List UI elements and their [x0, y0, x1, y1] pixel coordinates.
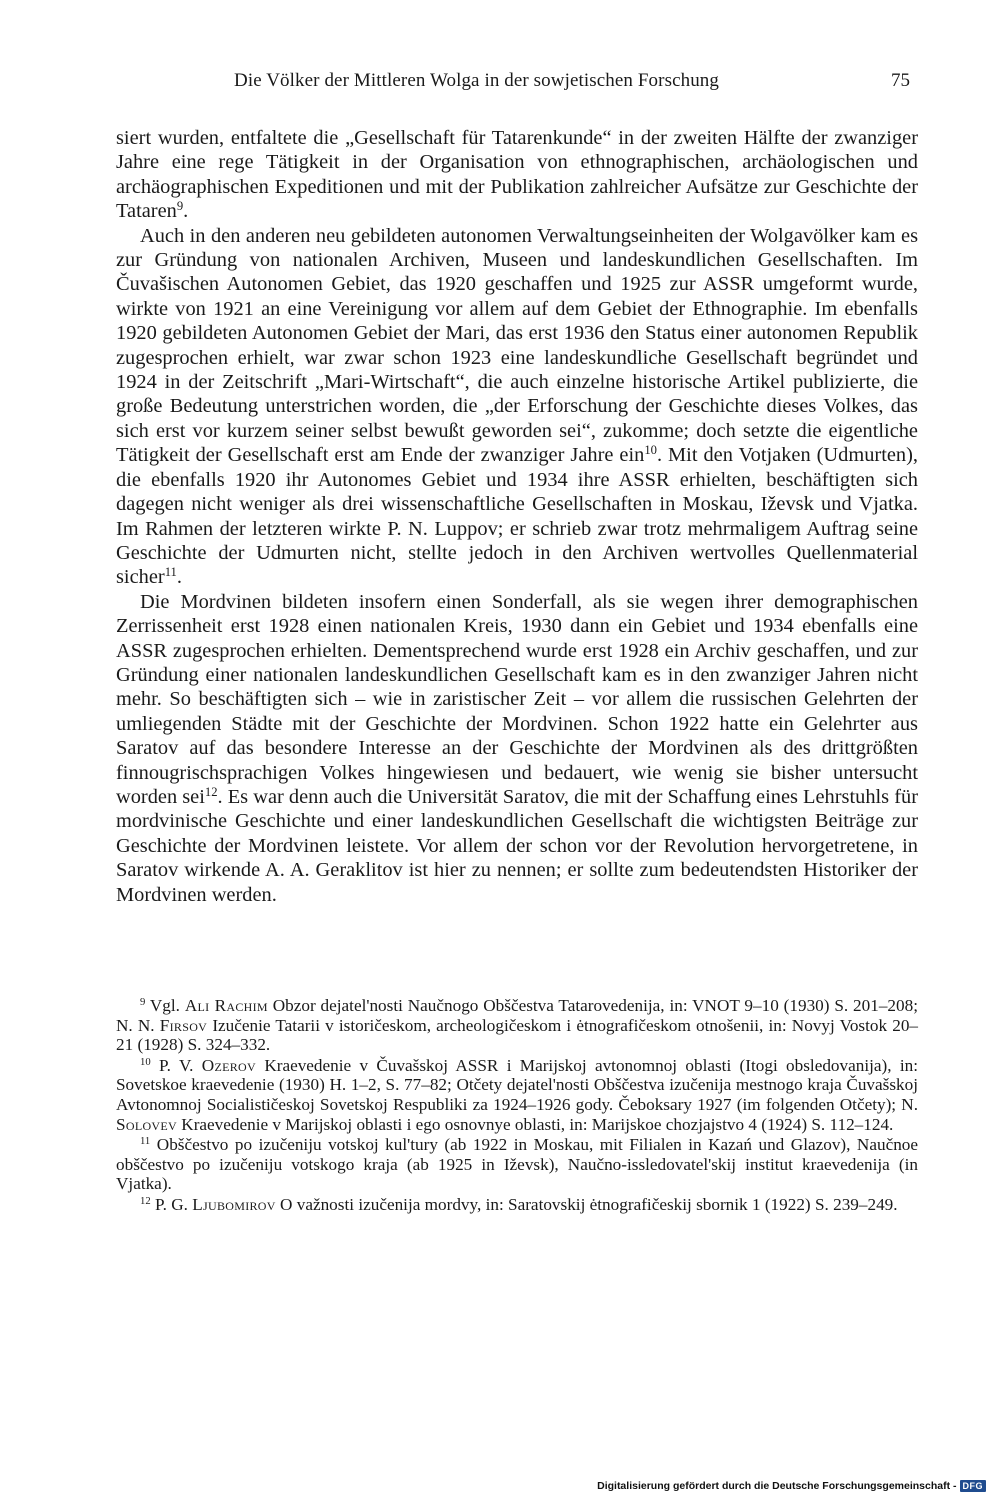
footnote-text: O važnosti izučenija mordvy, in: Saratovskij ėtnografičeskij sbornik 1 (1922) S. 239–249. — [280, 1194, 898, 1214]
paragraph-1 — [116, 126, 918, 224]
page-header — [116, 70, 916, 102]
footnote-number: 10 — [140, 1056, 151, 1068]
author-name: Solovev — [116, 1114, 177, 1134]
footnote-number: 9 — [140, 997, 146, 1009]
author-name: Ali Rachim — [184, 996, 268, 1015]
footnote-9 — [116, 996, 918, 1055]
paragraph-text: Die Mordvinen bildeten insofern einen Sonderfall, als sie wegen ihrer demographischen Zerrissenheit erst 1928 einen nationalen Kreis, 1930 dann ein Gebiet und 1934 ebenfalls eine ASSR zugesprochen erhielten. Dementsprechend wurde erst 1928 ein Archiv geschaffen, und zur Gründung einer nationalen landeskundlichen Gesellschaft kam es in den zwanziger Jahren nicht mehr. So beschäftigten sich – wie in zaristischer Zeit – vor allem die russischen Gelehrten der umliegenden Städte mit der Geschichte der Mordvinen. Schon 1922 hatte ein Gelehrter aus Saratov auf das besondere Interesse an der Geschichte der Mordvinen als des drittgrößten finnougrischsprachigen Volkes hingewiesen und bedauert, wie wenig sie bisher untersucht worden sei — [116, 590, 918, 808]
paragraph-text: . — [176, 566, 182, 589]
footnote-number: 12 — [140, 1196, 151, 1208]
footnote-number: 11 — [140, 1136, 151, 1148]
paragraph-text: Auch in den anderen neu gebildeten autonomen Verwaltungseinheiten der Wolgavölker kam es zur Gründung von nationalen Archiven, Museen und landeskundlichen Gesellschaften. Im Čuvašischen Autonomen Gebiet, das 1920 geschaffen und 1925 zur ASSR umgeformt wurde, wirkte von 1921 an eine Vereinigung vor allem auf dem Gebiet der Ethnographie. Im ebenfalls 1920 gebildeten Autonomen Gebiet der Mari, das erst 1936 den Status einer autonomen Republik zugesprochen erhielt, war zwar schon 1923 eine landeskundliche Gesellschaft begründet und 1924 in der Zeitschrift „Mari-Wirtschaft“, die auch einzelne historische Artikel publizierte, die große Bedeutung unterstrichen worden, die „der Erforschung der Geschichte dieses Volkes, das sich erst vor kurzem seiner selbst bewußt geworden sei“, zukomme; doch setzte die eigentliche Tätigkeit der Gesellschaft erst am Ende der zwanziger Jahre ein — [116, 224, 918, 467]
footnotes — [116, 996, 918, 1216]
footnote-ref: 11 — [164, 565, 177, 580]
footnote-text: Obzor dejatel'nosti Naučnogo Obščestva Tatarovedenija, in: VNOT 9–10 (1930) S. 201–208; N. N. — [116, 996, 918, 1035]
footnote-text: Obščestvo po izučeniju votskoj kul'tury (ab 1922 in Moskau, mit Filialen in Kazań und Glazov), Naučnoe obščestvo po izučeniju votskogo kraja (ab 1925 in Iževsk), Naučno-issledovatel'skij institut kraevedenija (in Vjatka). — [116, 1135, 919, 1194]
footnote-ref: 9 — [176, 199, 184, 214]
page-number: 75 — [891, 70, 910, 91]
footnote-12 — [116, 1195, 918, 1215]
paragraph-text: . Es war denn auch die Universität Saratov, die mit der Schaffung eines Lehrstuhls für mordvinische Geschichte und einer landeskundlichen Gesellschaft die wichtigsten Beiträge zur Geschichte der Mordvinen leistete. Vor allem der schon vor der Revolution hervorgetretene, in Saratov wirkende A. A. Geraklitov ist hier zu nennen; er sollte zum bedeutendsten Historiker der Mordvinen werden. — [116, 785, 918, 906]
footnote-text: Kraevedenie v Čuvašskoj ASSR i Marijskoj avtonomnoj oblasti (Itogi obsledovanija), in: Sovetskoe kraevedenie (1930) H. 1–2, S. 77–82; Otčety dejatel'nosti Obščestva izučenija mestnogo kraja Čuvašskoj Avtonomnoj Socialističeskoj Sovetskoj Respubliki za 1924–1926 gody. Čeboksary 1927 (im folgenden Otčety); N. — [116, 1055, 918, 1114]
paragraph-text: . Mit den Votjaken (Udmurten), die ebenfalls 1920 ihr Autonomes Gebiet und 1934 ihre ASSR erhielten, beschäftigten sich dagegen nicht weniger als drei wissenschaftliche Gesellschaften in Moskau, Iževsk und Vjatka. Im Rahmen der letzteren wirkte P. N. Luppov; er schrieb zwar trotz mehrmaligem Auftrag seine Geschichte der Udmurten nicht, stellte jedoch in den Archiven wertvolles Quellenmaterial sicher — [116, 444, 918, 589]
footnote-text: Kraevedenie v Marijskoj oblasti i ego osnovnye oblasti, in: Marijskoe chozjajstvo 4 (1924) S. 112–124. — [181, 1114, 894, 1134]
paragraph-text: siert wurden, entfaltete die „Gesellschaft für Tatarenkunde“ in der zweiten Hälfte der zwanziger Jahre eine rege Tätigkeit in der Organisation von ethnographischen, archäologischen und archäographischen Expeditionen und mit der Publikation zahlreicher Aufsätze zur Geschichte der Tataren — [116, 127, 918, 223]
dfg-logo-icon: DFG — [960, 1480, 987, 1492]
footnote-text: P. G. — [154, 1194, 188, 1214]
author-name: Ljubomirov — [192, 1194, 276, 1214]
footnote-10 — [116, 1056, 918, 1134]
footnote-ref: 12 — [204, 785, 218, 800]
running-title: Die Völker der Mittleren Wolga in der sowjetischen Forschung — [234, 70, 719, 91]
paragraph-text: . — [183, 200, 189, 223]
author-name: Firsov — [159, 1015, 208, 1035]
footnote-text: Vgl. — [149, 996, 180, 1015]
credit-text: Digitalisierung gefördert durch die Deutsche Forschungsgemeinschaft - — [597, 1480, 957, 1492]
body-text — [116, 126, 918, 907]
paragraph-3 — [116, 590, 918, 907]
author-name: Ozerov — [201, 1055, 256, 1075]
footnote-ref: 10 — [644, 443, 657, 458]
footnote-11 — [116, 1135, 918, 1194]
digitization-credit — [597, 1480, 986, 1492]
footnote-text: P. V. — [158, 1055, 194, 1075]
paragraph-2 — [116, 224, 918, 590]
footnote-text: Izučenie Tatarii v istoričeskom, archeologičeskom i ėtnografičeskom otnošenii, in: Novyj Vostok 20–21 (1928) S. 324–332. — [116, 1015, 919, 1055]
